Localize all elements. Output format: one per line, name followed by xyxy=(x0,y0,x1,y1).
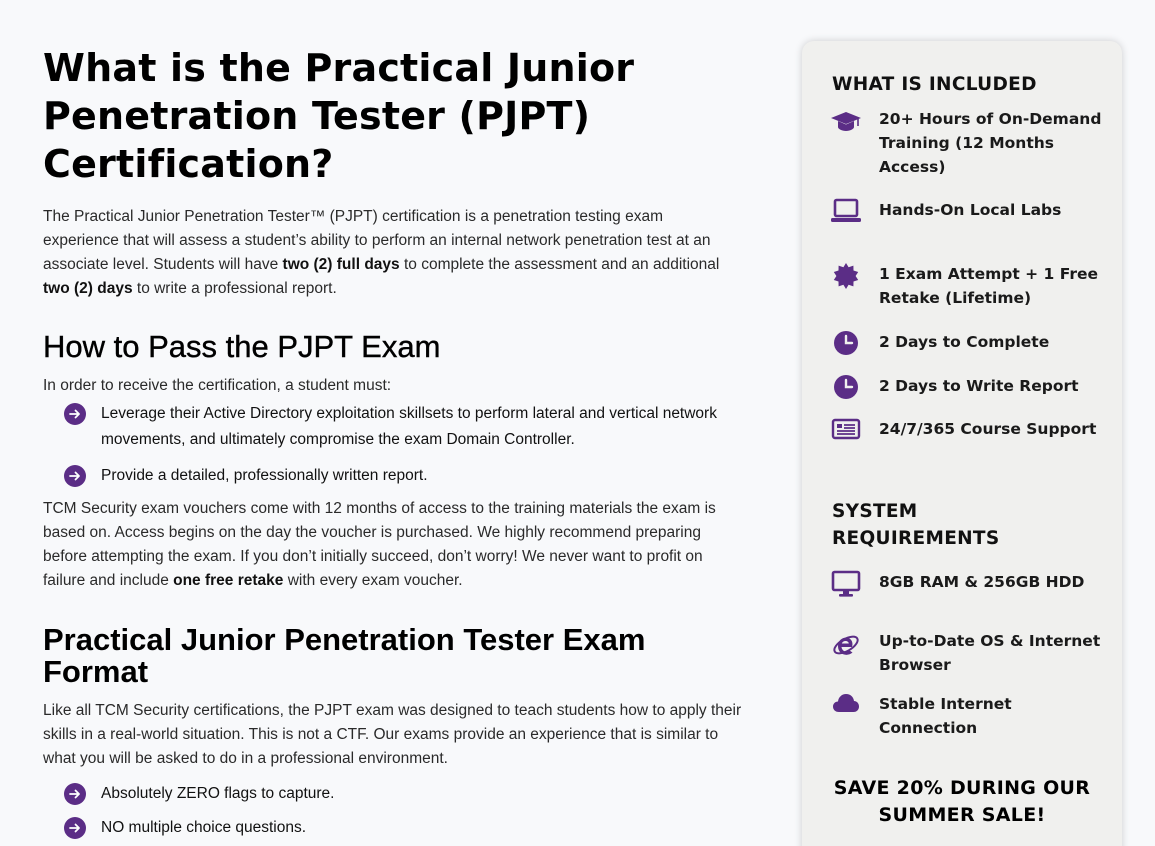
format-list xyxy=(43,781,743,841)
pass-heading: How to Pass the PJPT Exam xyxy=(43,329,441,364)
arrow-right-icon xyxy=(64,783,86,805)
included-label: Hands-On Local Labs xyxy=(879,201,1062,219)
included-heading: WHAT IS INCLUDED xyxy=(832,74,1037,95)
browser-icon xyxy=(830,631,862,659)
desktop-icon xyxy=(830,570,862,598)
voucher-text-2: with every exam voucher. xyxy=(283,572,463,589)
voucher-paragraph xyxy=(43,497,743,593)
included-label: 1 Exam Attempt + 1 Free Retake (Lifetime) xyxy=(879,265,1098,307)
requirement-label: Stable Internet Connection xyxy=(879,695,1012,737)
laptop-icon xyxy=(830,198,862,226)
intro-text-2: to complete the assessment and an additional xyxy=(399,256,720,273)
intro-text-3: to write a professional report. xyxy=(132,280,337,297)
page-title: What is the Practical Junior Penetration Tester (PJPT) Certification? xyxy=(43,46,635,186)
intro-bold-days: two (2) days xyxy=(43,280,133,297)
list-item-text: Absolutely ZERO flags to capture. xyxy=(101,785,335,802)
promo-banner: SAVE 20% DURING OUR SUMMER SALE! xyxy=(833,777,1091,826)
requirements-heading: SYSTEM REQUIREMENTS xyxy=(832,501,1000,549)
requirement-label: Up-to-Date OS & Internet Browser xyxy=(879,632,1101,674)
format-heading: Practical Junior Penetration Tester Exam Format xyxy=(43,622,646,689)
requirement-label: 8GB RAM & 256GB HDD xyxy=(879,573,1085,591)
intro-text-1: The Practical Junior Penetration Tester™ (PJPT) certification is a penetration testing exam experience that will assess a student’s ability to perform an internal network penetration test at an associate level. Students will have xyxy=(43,208,711,273)
graduation-cap-icon xyxy=(830,109,862,137)
list-item xyxy=(43,815,743,841)
list-item-text: NO multiple choice questions. xyxy=(101,819,307,836)
included-label: 20+ Hours of On-Demand Training (12 Months Access) xyxy=(879,110,1102,176)
clock-icon xyxy=(830,330,862,358)
main-content xyxy=(43,44,743,841)
intro-bold-full-days: two (2) full days xyxy=(282,256,400,273)
included-label: 2 Days to Write Report xyxy=(879,377,1079,395)
intro-paragraph xyxy=(43,205,743,301)
list-item xyxy=(43,781,743,807)
arrow-right-icon xyxy=(64,403,86,425)
clock-icon xyxy=(830,374,862,402)
badge-icon xyxy=(830,262,862,290)
included-label: 24/7/365 Course Support xyxy=(879,420,1097,438)
sidebar-card xyxy=(802,41,1122,846)
arrow-right-icon xyxy=(64,465,86,487)
list-item xyxy=(43,401,743,453)
voucher-bold-retake: one free retake xyxy=(173,572,284,589)
cloud-icon xyxy=(830,692,862,720)
pass-lead: In order to receive the certification, a student must: xyxy=(43,377,392,394)
arrow-right-icon xyxy=(64,817,86,839)
pass-requirements-list xyxy=(43,401,743,489)
newspaper-icon xyxy=(830,417,862,445)
included-label: 2 Days to Complete xyxy=(879,333,1050,351)
list-item xyxy=(43,463,743,489)
list-item-text: Provide a detailed, professionally written report. xyxy=(101,467,428,484)
list-item-text: Leverage their Active Directory exploitation skillsets to perform lateral and vertical network movements, and ultimately compromise the exam Domain Controller. xyxy=(101,405,717,448)
voucher-text-1: TCM Security exam vouchers come with 12 months of access to the training materials the exam is based on. Access begins on the day the voucher is purchased. We highly recommend preparing before attempting the exam. If you don’t initially succeed, don’t worry! We never want to profit on failure and include xyxy=(43,500,716,589)
format-paragraph: Like all TCM Security certifications, the PJPT exam was designed to teach students how to apply their skills in a real-world situation. This is not a CTF. Our exams provide an experience that is similar to what you will be asked to do in a professional environment. xyxy=(43,702,742,767)
